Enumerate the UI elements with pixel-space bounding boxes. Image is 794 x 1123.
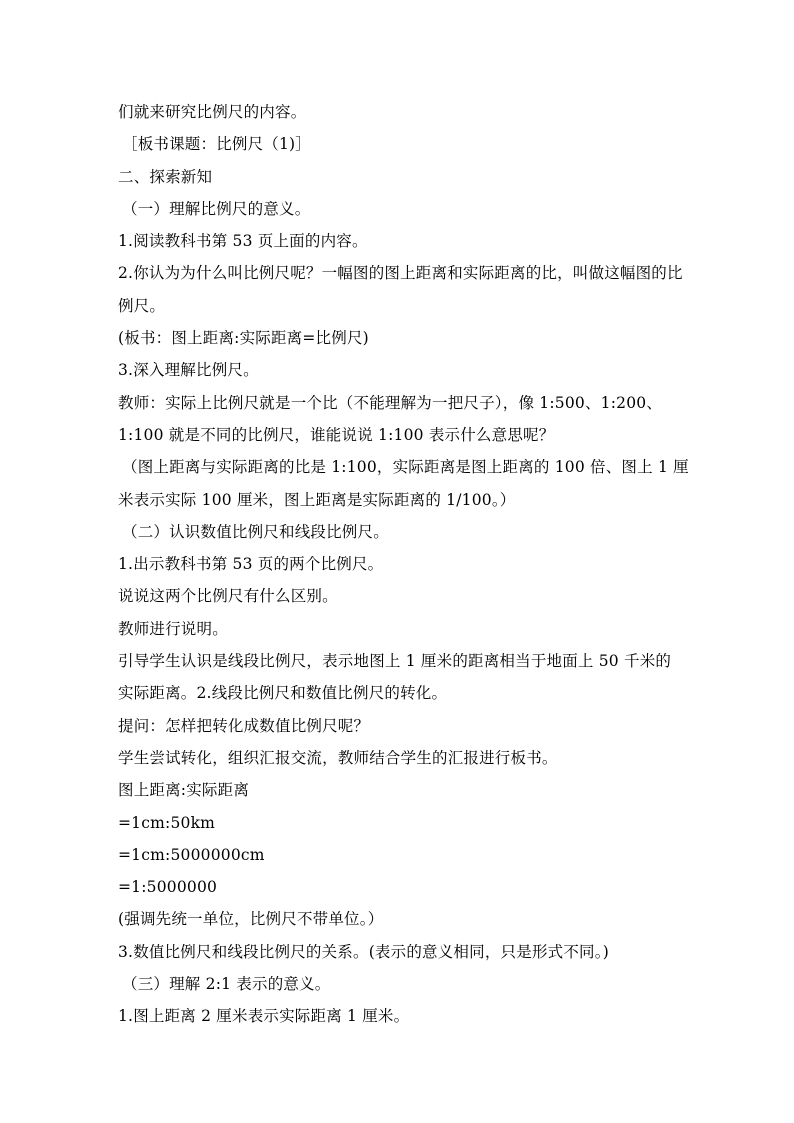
text-line: 们就来研究比例尺的内容。 (118, 103, 307, 121)
subsection-heading: （一）理解比例尺的意义。 (122, 199, 311, 218)
document-body (118, 96, 689, 1033)
text-line: 2.你认为为什么叫比例尺呢？一幅图的图上距离和实际距离的比，叫做这幅图的比 (118, 264, 683, 283)
section-heading: 二、探索新知 (118, 167, 213, 186)
text-line: =1:5000000 (118, 878, 218, 897)
text-line: 提问：怎样把转化成数值比例尺呢？ (118, 716, 370, 735)
text-line: =1cm:50km (118, 813, 216, 832)
text-line: 3.深入理解比例尺。 (118, 361, 259, 380)
text-line: 图上距离:实际距离 (118, 781, 250, 800)
subsection-heading: （二）认识数值比例尺和线段比例尺。 (122, 522, 389, 541)
text-line: =1cm:5000000cm (118, 845, 265, 864)
text-line: ［板书课题：比例尺（1)］ (122, 135, 312, 154)
subsection-heading: （三）理解 2:1 表示的意义。 (122, 975, 331, 994)
text-line: (板书：图上距离:实际距离=比例尺) (118, 329, 369, 348)
text-line: 1.阅读教科书第 53 页上面的内容。 (118, 232, 368, 251)
text-line: 1:100 就是不同的比例尺，谁能说说 1:100 表示什么意思呢？ (118, 425, 555, 444)
text-line: 教师进行说明。 (118, 619, 228, 638)
text-line: 说说这两个比例尺有什么区别。 (118, 587, 338, 606)
text-line: (强调先统一单位，比例尺不带单位。） (118, 910, 384, 929)
text-line: 3.数值比例尺和线段比例尺的关系。(表示的意义相同，只是形式不同。) (118, 942, 609, 961)
text-line: 实际距离。2.线段比例尺和数值比例尺的转化。 (118, 684, 448, 703)
text-line: 1.图上距离 2 厘米表示实际距离 1 厘米。 (118, 1007, 410, 1026)
text-line: 例尺。 (118, 296, 166, 315)
text-line: 引导学生认识是线段比例尺，表示地图上 1 厘米的距离相当于地面上 50 千米的 (118, 652, 672, 671)
text-line: 学生尝试转化，组织汇报交流，教师结合学生的汇报进行板书。 (118, 748, 558, 767)
text-line: 米表示实际 100 厘米，图上距离是实际距离的 1/100。） (118, 490, 516, 509)
text-line: （图上距离与实际距离的比是 1:100，实际距离是图上距离的 100 倍、图上 1 厘 (122, 458, 689, 477)
text-line: 1.出示教科书第 53 页的两个比例尺。 (118, 555, 384, 574)
text-line: 教师：实际上比例尺就是一个比（不能理解为一把尺子），像 1:500、1:200、 (118, 393, 663, 412)
